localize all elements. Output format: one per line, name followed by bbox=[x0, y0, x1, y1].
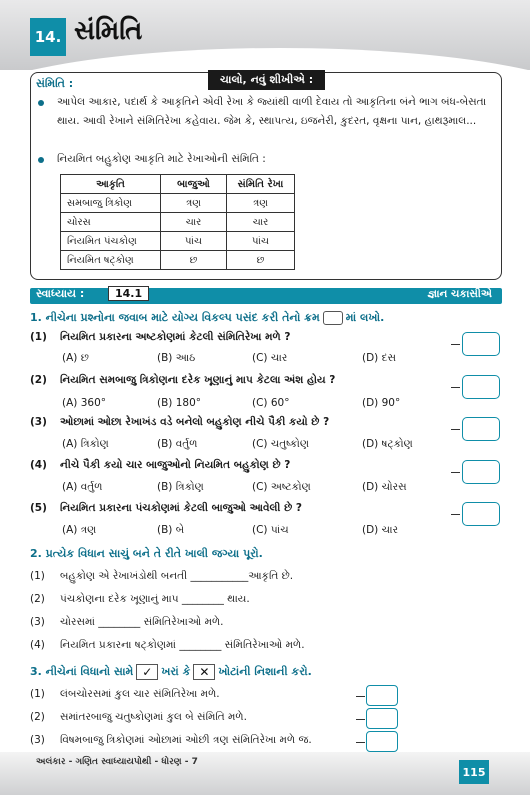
table-cell: ચોરસ bbox=[61, 213, 161, 232]
answer-dash bbox=[451, 387, 460, 388]
item-text: બહુકોણ એ રેખાખંડોથી બનતી ___________આકૃતિ છે. bbox=[60, 570, 294, 582]
item-number: (2) bbox=[30, 593, 45, 605]
tf-item-2 bbox=[30, 711, 247, 724]
option: (A) વર્તુળ bbox=[62, 481, 103, 493]
table-cell: ચાર bbox=[227, 213, 295, 232]
option: (C) અષ્ટકોણ bbox=[252, 481, 311, 493]
table-cell: છ bbox=[161, 251, 227, 270]
concept-label: સંમિતિ : bbox=[36, 77, 74, 90]
item-number: (4) bbox=[30, 639, 45, 651]
question-number: (3) bbox=[30, 416, 47, 428]
answer-dash bbox=[356, 719, 365, 720]
item-text: સમાંતરબાજુ ચતુષ્કોણમાં કુલ બે સંમિતિ મળે. bbox=[60, 711, 247, 723]
answer-box-3[interactable] bbox=[462, 417, 500, 441]
mcq-question-4 bbox=[30, 459, 290, 472]
tf-answer-box-1[interactable] bbox=[366, 685, 398, 706]
option: (D) ષટ્કોણ bbox=[362, 438, 413, 450]
bullet-dot bbox=[38, 157, 44, 163]
option: (B) વર્તુળ bbox=[157, 438, 198, 450]
section-3-text-a: 3. નીચેનાં વિધાનો સામે bbox=[30, 665, 134, 678]
option: (B) આઠ bbox=[157, 352, 196, 364]
bullet-text: નિયમિત બહુકોણ આકૃતિ માટે રેખાઓની સંમિતિ : bbox=[57, 153, 266, 165]
tf-answer-box-3[interactable] bbox=[366, 731, 398, 752]
symmetry-table bbox=[60, 174, 295, 270]
option: (C) ચતુષ્કોણ bbox=[252, 438, 309, 450]
bullet-text: આપેલ આકાર, પદાર્થ કે આકૃતિને એવી રેખા કે જ્યાંથી વાળી દેવાય તો આકૃતિના બંને ભાગ બંધ-બેસતા થાય. આવી રેખાને સંમિતિરેખા કહેવાય. જેમ કે, સ્થાપત્ય, ઇજનેરી, કુદરત, વૃક્ષના પાન, હાથરૂમાલ... bbox=[57, 96, 487, 127]
table-header-row bbox=[61, 175, 295, 194]
table-cell: ત્રણ bbox=[227, 194, 295, 213]
answer-box-2[interactable] bbox=[462, 375, 500, 399]
item-text: ચોરસમાં ________ સંમિતિરેખાઓ મળે. bbox=[60, 616, 224, 628]
answer-dash bbox=[356, 742, 365, 743]
tick-icon: ✓ bbox=[136, 664, 158, 680]
section-1-text-b: માં લખો. bbox=[345, 311, 385, 324]
mcq-question-2 bbox=[30, 374, 335, 387]
page-number: 115 bbox=[459, 760, 489, 784]
answer-dash bbox=[451, 429, 460, 430]
item-number: (1) bbox=[30, 688, 45, 700]
table-header: સંમિતિ રેખા bbox=[227, 175, 295, 194]
table-cell: નિયમિત પંચકોણ bbox=[61, 232, 161, 251]
chapter-title: સંમિતિ bbox=[74, 16, 143, 46]
section-3-text-b: ખરાં કે bbox=[161, 665, 191, 678]
item-number: (3) bbox=[30, 616, 45, 628]
option: (B) 180° bbox=[157, 397, 202, 409]
table-cell: પાંચ bbox=[227, 232, 295, 251]
fill-item-1 bbox=[30, 570, 293, 583]
section-2-title: 2. પ્રત્યેક વિધાન સાચું બને તે રીતે ખાલી જગ્યા પૂરો. bbox=[30, 547, 263, 560]
option: (D) દસ bbox=[362, 352, 396, 364]
option: (C) પાંચ bbox=[252, 524, 289, 536]
option: (D) 90° bbox=[362, 397, 401, 409]
mcq-options-4 bbox=[62, 481, 407, 494]
question-text: નિયમિત સમબાજુ ત્રિકોણના દરેક ખૂણાનું માપ કેટલા અંશ હોય ? bbox=[60, 374, 336, 386]
section-3-text-c: ખોટાંની નિશાની કરો. bbox=[218, 665, 312, 678]
bullet-dot bbox=[38, 100, 44, 106]
table-header: આકૃતિ bbox=[61, 175, 161, 194]
answer-box-icon bbox=[323, 311, 343, 325]
fill-item-2 bbox=[30, 593, 250, 606]
learn-banner: ચાલો, નવું શીખીએ : bbox=[208, 70, 325, 90]
question-text: નીચે પૈકી કયો ચાર બાજુઓનો નિયમિત બહુકોણ છે ? bbox=[60, 459, 291, 471]
question-text: ઓછામાં ઓછા રેખાખંડ વડે બનેલો બહુકોણ નીચે પૈકી કયો છે ? bbox=[60, 416, 330, 428]
table-cell: ત્રણ bbox=[161, 194, 227, 213]
answer-dash bbox=[451, 472, 460, 473]
answer-box-1[interactable] bbox=[462, 332, 500, 356]
section-1-title bbox=[30, 311, 384, 325]
section-3-title bbox=[30, 664, 312, 680]
option: (D) ચોરસ bbox=[362, 481, 407, 493]
tf-answer-box-2[interactable] bbox=[366, 708, 398, 729]
header-swoosh bbox=[0, 48, 530, 70]
table-cell: પાંચ bbox=[161, 232, 227, 251]
table-row bbox=[61, 194, 295, 213]
answer-dash bbox=[451, 344, 460, 345]
question-number: (1) bbox=[30, 331, 47, 343]
table-cell: સમબાજુ ત્રિકોણ bbox=[61, 194, 161, 213]
option: (B) બે bbox=[157, 524, 185, 536]
mcq-question-1 bbox=[30, 331, 290, 344]
mcq-question-3 bbox=[30, 416, 329, 429]
chapter-number: 14. bbox=[30, 18, 66, 56]
table-row bbox=[61, 213, 295, 232]
cross-icon: ✕ bbox=[193, 664, 215, 680]
exercise-number: 14.1 bbox=[108, 286, 149, 301]
option: (C) ચાર bbox=[252, 352, 288, 364]
option: (C) 60° bbox=[252, 397, 290, 409]
question-number: (4) bbox=[30, 459, 47, 471]
tf-item-3 bbox=[30, 734, 312, 747]
section-1-text-a: 1. નીચેના પ્રશ્નોના જવાબ માટે યોગ્ય વિકલ્પ પસંદ કરી તેનો ક્રમ bbox=[30, 311, 320, 324]
question-number: (2) bbox=[30, 374, 47, 386]
item-number: (2) bbox=[30, 711, 45, 723]
mcq-options-2 bbox=[62, 397, 400, 409]
answer-box-5[interactable] bbox=[462, 502, 500, 526]
mcq-options-1 bbox=[62, 352, 396, 365]
answer-box-4[interactable] bbox=[462, 460, 500, 484]
item-number: (1) bbox=[30, 570, 45, 582]
table-cell: નિયમિત ષટ્કોણ bbox=[61, 251, 161, 270]
question-text: નિયમિત પ્રકારના પંચકોણમાં કેટલી બાજુઓ આવેલી છે ? bbox=[60, 502, 302, 514]
option: (D) ચાર bbox=[362, 524, 399, 536]
answer-dash bbox=[356, 696, 365, 697]
question-text: નિયમિત પ્રકારના અષ્ટકોણમાં કેટલી સંમિતિરેખા મળે ? bbox=[60, 331, 291, 343]
table-row bbox=[61, 251, 295, 270]
option: (B) ત્રિકોણ bbox=[157, 481, 204, 493]
exercise-subtitle: જ્ઞાન ચકાસીએ bbox=[427, 288, 492, 300]
table-cell: છ bbox=[227, 251, 295, 270]
option: (A) ત્રિકોણ bbox=[62, 438, 109, 450]
mcq-question-5 bbox=[30, 502, 302, 515]
exercise-label: સ્વાધ્યાય : bbox=[36, 287, 85, 300]
mcq-options-3 bbox=[62, 438, 413, 451]
item-text: પંચકોણના દરેક ખૂણાનું માપ ________ થાય. bbox=[60, 593, 250, 605]
footer-text: અલંકાર - ગણિત સ્વાધ્યાયપોથી - ધોરણ - 7 bbox=[36, 757, 198, 767]
concept-bullet-2 bbox=[40, 150, 500, 169]
option: (A) 360° bbox=[62, 397, 107, 409]
item-number: (3) bbox=[30, 734, 45, 746]
table-header: બાજુઓ bbox=[161, 175, 227, 194]
mcq-options-5 bbox=[62, 524, 398, 537]
item-text: નિયમિત પ્રકારના ષટ્કોણમાં ________ સંમિતિરેખાઓ મળે. bbox=[60, 639, 305, 651]
answer-dash bbox=[451, 514, 460, 515]
concept-bullet-1 bbox=[40, 93, 500, 131]
fill-item-3 bbox=[30, 616, 224, 629]
item-text: વિષમબાજુ ત્રિકોણમાં ઓછામાં ઓછી ત્રણ સંમિતિરેખા મળે જ. bbox=[60, 734, 312, 746]
fill-item-4 bbox=[30, 639, 305, 652]
option: (A) ત્રણ bbox=[62, 524, 97, 536]
table-row bbox=[61, 232, 295, 251]
item-text: લંબચોરસમાં કુલ ચાર સંમિતિરેખા મળે. bbox=[60, 688, 220, 700]
option: (A) છ bbox=[62, 352, 89, 364]
table-cell: ચાર bbox=[161, 213, 227, 232]
tf-item-1 bbox=[30, 688, 220, 701]
question-number: (5) bbox=[30, 502, 47, 514]
